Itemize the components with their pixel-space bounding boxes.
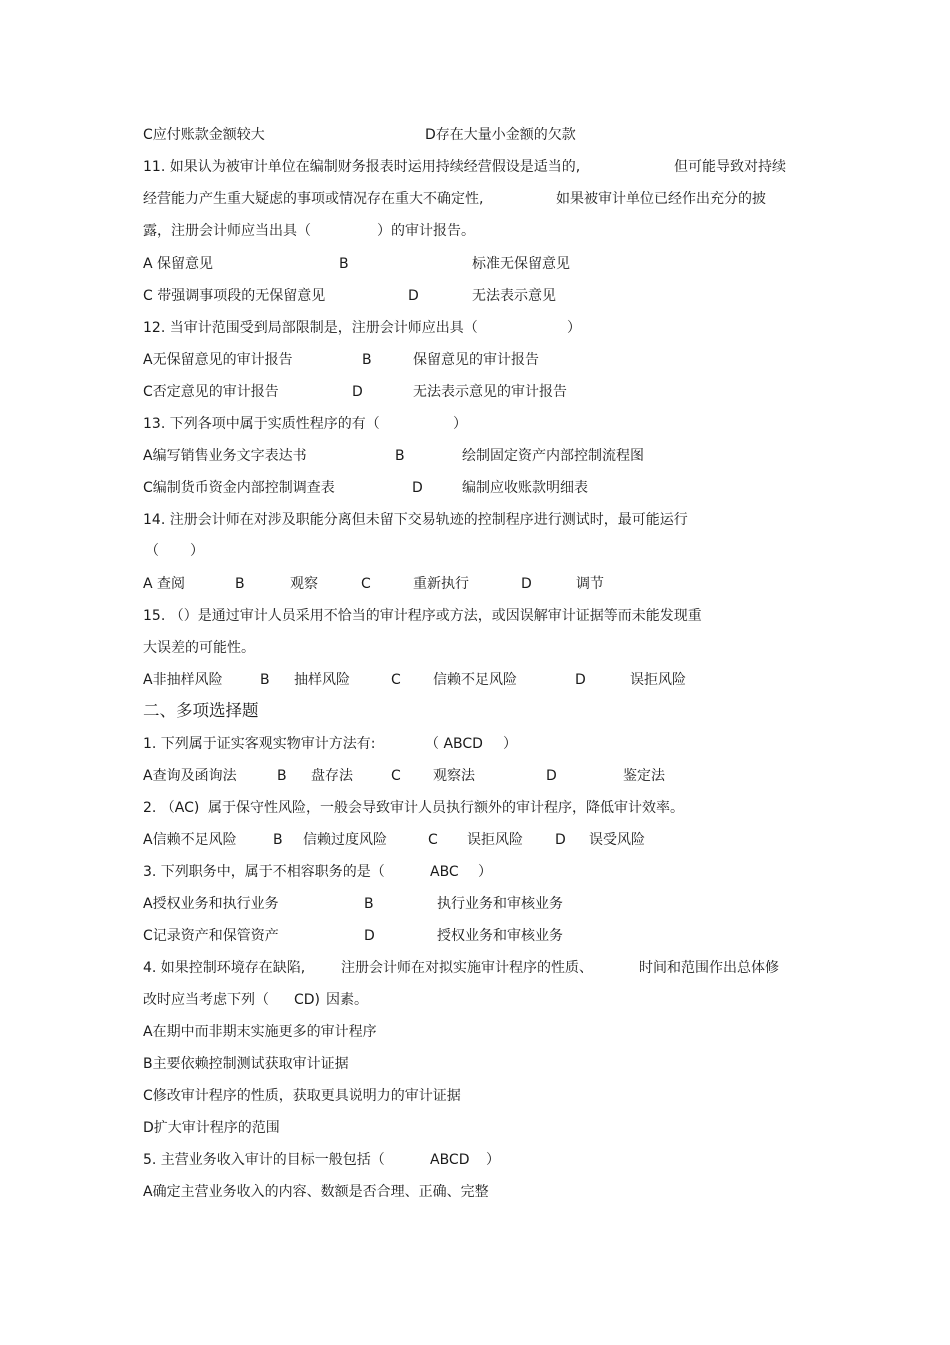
option-c: C应付账款金额较大	[143, 127, 265, 143]
document-page: C应付账款金额较大 D存在大量小金额的欠款 11. 如果认为被审计单位在编制财务报表时运用持续经营假设是适当的, 但可能导致对持续 经营能力产生重大疑虑的事项或情况存在重大不确定性, 如果被审计单位已经作出充分的披 露，注册会计师应当出具（ ）的审计报告。 A 保留意见 B 标准无保留意见 C 带强调事项段的无保留意见 D 无法表示意见 12. 当审计范围受到局部限制是，注册会计师应出具（ ） A无保留意见的审计报告 B 保留意见的审计报告 C否定意见的审计报告 D 无法表示意见的审计报告 13. 下列各项中属于实质性程序的有（ ） A编写销售业务文字表达书 B 绘制固定资产内部控制流程图 C编制货币资金内部控制调查表 D 编制应收账款明细表 14. 注册会计师在对涉及职能分离但未留下交易轨迹的控制程序进行测试时，最可能运行 （ ） A 查阅 B 观察 C 重新执行 D 调节 15. （）是通过审计人员采用不恰当的审计程序或方法，或因误解审计证据等而未能发现重 大误差的可能性。 A非抽样风险 B 抽样风险 C 信赖不足风险 D 误拒风险 二、多项选择题 1. 下列属于证实客观实物审计方法有: （ ABCD ） A查询及函询法 B 盘存法 C 观察法 D 鉴定法 2. （AC) 属于保守性风险，一般会导致审计人员执行额外的审计程序，降低审计效率。 A信赖不足风险 B 信赖过度风险 C 误拒风险 D 误受风险 3. 下列职务中，属于不相容职务的是（ ABC ） A授权业务和执行业务 B 执行业务和审核业务 C记录资产和保管资产 D 授权业务和审核业务 4. 如果控制环境存在缺陷, 注册会计师在对拟实施审计程序的性质、 时间和范围作出总体修 改时应当考虑下列（ CD) 因素。 A在期中而非期末实施更多的审计程序 B主要依赖控制测试获取审计证据 C修改审计程序的性质，获取更具说明力的审计证据 D扩大审计程序的范围 5. 主营业务收入审计的目标一般包括（ ABCD ） A确定主营业务收入的内容、数额是否合理、正确、完整	[0, 0, 950, 1345]
option-d: D存在大量小金额的欠款	[425, 127, 576, 143]
